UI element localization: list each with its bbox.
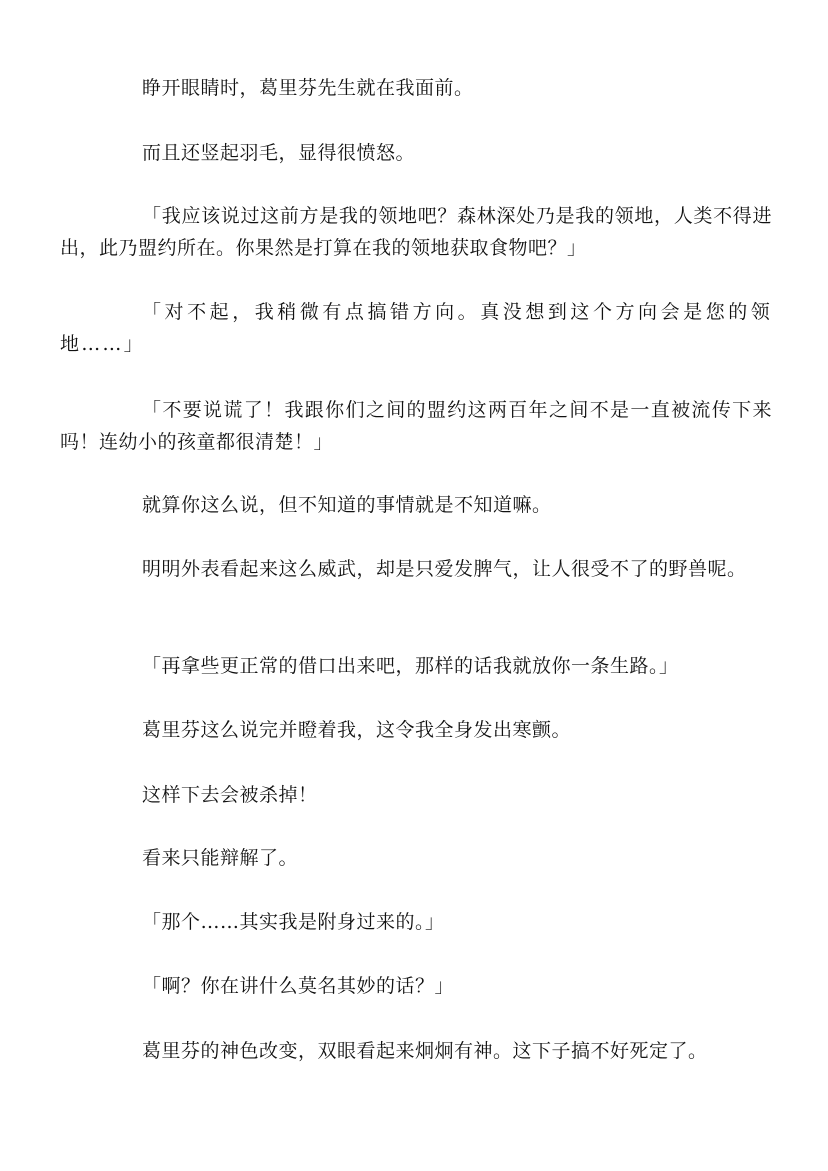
paragraph-2: 而且还竖起羽毛，显得很愤怒。 [142,142,416,164]
paragraph-8: 「再拿些更正常的借口出来吧，那样的话我就放你一条生路。」 [142,655,679,677]
paragraph-5: 「不要说谎了！我跟你们之间的盟约这两百年之间不是一直被流传下来吗！连幼小的孩童都很清楚！」 [60,399,772,453]
paragraph-12: 「那个……其实我是附身过来的。」 [142,911,445,933]
paragraph-11: 看来只能辩解了。 [142,847,299,869]
paragraph-7: 明明外表看起来这么威武，却是只爱发脾气，让人很受不了的野兽呢。 [142,558,747,580]
paragraph-3: 「我应该说过这前方是我的领地吧？森林深处乃是我的领地，人类不得进出，此乃盟约所在。你果然是打算在我的领地获取食物吧？」 [60,205,772,259]
paragraph-9: 葛里芬这么说完并瞪着我，这令我全身发出寒颤。 [142,719,572,741]
paragraph-1: 睁开眼睛时，葛里芬先生就在我面前。 [142,77,474,99]
paragraph-4: 「对不起，我稍微有点搞错方向。真没想到这个方向会是您的领地……」 [60,301,772,355]
paragraph-14: 葛里芬的神色改变，双眼看起来炯炯有神。这下子搞不好死定了。 [142,1040,708,1062]
paragraph-6: 就算你这么说，但不知道的事情就是不知道嘛。 [142,494,552,516]
paragraph-13: 「啊？你在讲什么莫名其妙的话？」 [142,975,455,997]
paragraph-10: 这样下去会被杀掉！ [142,784,318,806]
